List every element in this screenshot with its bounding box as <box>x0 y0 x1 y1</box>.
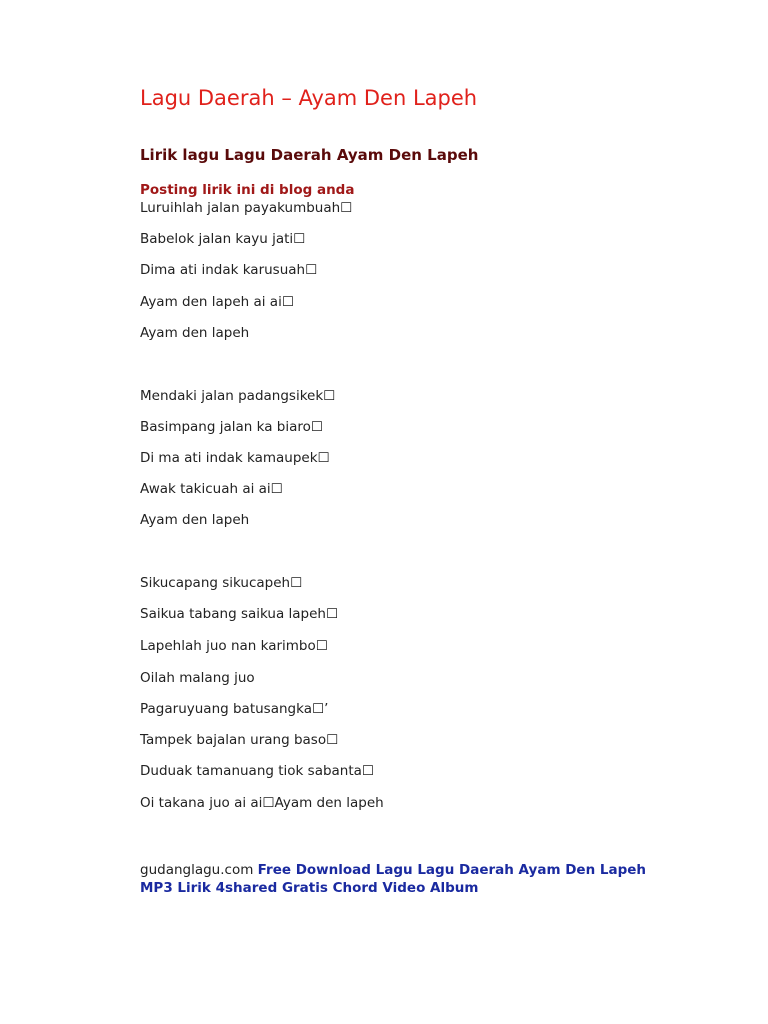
lyric-line: Basimpang jalan ka biaro☐ <box>140 419 323 435</box>
lyric-line: Pagaruyuang batusangka☐’ <box>140 701 329 717</box>
lyric-line: Ayam den lapeh <box>140 325 250 341</box>
source-site: gudanglagu.com <box>140 862 254 878</box>
lyric-line: Mendaki jalan padangsikek☐ <box>140 388 336 404</box>
lyric-line: Luruihlah jalan payakumbuah☐ <box>140 200 353 216</box>
lyric-line: Saikua tabang saikua lapeh☐ <box>140 606 339 622</box>
post-lyrics-link[interactable]: Posting lirik ini di blog anda <box>140 182 355 198</box>
lyric-line: Ayam den lapeh ai ai☐ <box>140 294 294 310</box>
lyric-line: Babelok jalan kayu jati☐ <box>140 231 306 247</box>
lyric-line: Sikucapang sikucapeh☐ <box>140 575 303 591</box>
lyric-line: Oilah malang juo <box>140 670 255 686</box>
lyric-line: Oi takana juo ai ai☐Ayam den lapeh <box>140 795 384 811</box>
lyric-line: Di ma ati indak kamaupek☐ <box>140 450 330 466</box>
lyric-line: Tampek bajalan urang baso☐ <box>140 732 339 748</box>
lyric-line: Lapehlah juo nan karimbo☐ <box>140 638 328 654</box>
download-link[interactable]: Free Download Lagu Lagu Daerah Ayam Den Lapeh MP3 Lirik 4shared Gratis Chord Video Album <box>140 862 647 896</box>
lyrics-subtitle: Lirik lagu Lagu Daerah Ayam Den Lapeh <box>140 146 479 164</box>
page-title: Lagu Daerah – Ayam Den Lapeh <box>140 86 478 110</box>
footer-credits <box>140 861 660 897</box>
lyric-line: Awak takicuah ai ai☐ <box>140 481 283 497</box>
lyric-line: Duduak tamanuang tiok sabanta☐ <box>140 763 375 779</box>
lyric-line: Ayam den lapeh <box>140 512 250 528</box>
lyric-line: Dima ati indak karusuah☐ <box>140 262 318 278</box>
